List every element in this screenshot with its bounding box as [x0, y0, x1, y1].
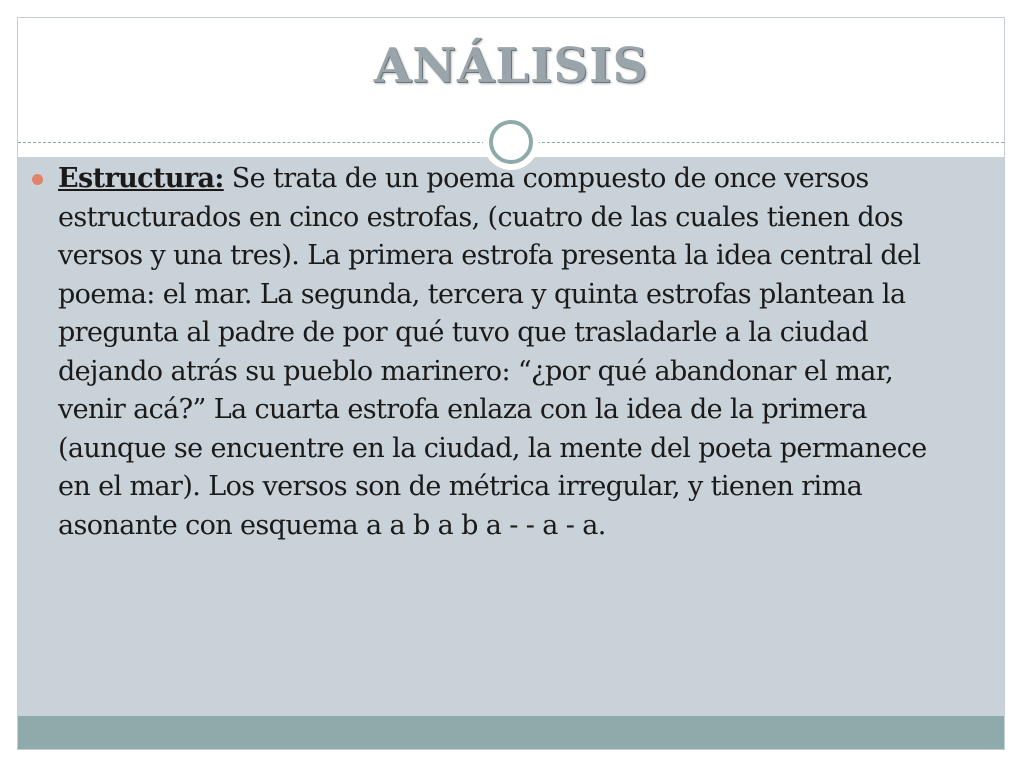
- bullet-label: Estructura:: [58, 163, 224, 194]
- bullet-text: Se trata de un poema compuesto de once versos estructurados en cinco estrofas, (cuatro de las cuales tienen dos versos y una tres). La primera estrofa presenta la idea central del poema: el mar. La segunda, tercera y quinta estrofas plantean la pregunta al padre de por qué tuvo que trasladarle a la ciudad dejando atrás su pueblo marinero: “¿por qué abandonar el mar, venir acá?” La cuarta estrofa enlaza con la idea de la primera (aunque se encuentre en la ciudad, la mente del poeta permanece en el mar). Los versos son de métrica irregular, y tienen rima asonante con esquema a a b a b a - - a - a.: [58, 163, 927, 541]
- slide-title: ANÁLISIS: [373, 38, 649, 94]
- bullet-dot-icon: [32, 174, 43, 185]
- circle-ring: [489, 120, 533, 164]
- list-item: [30, 160, 960, 545]
- bullet-list: [30, 160, 960, 545]
- footer-band: [18, 716, 1004, 749]
